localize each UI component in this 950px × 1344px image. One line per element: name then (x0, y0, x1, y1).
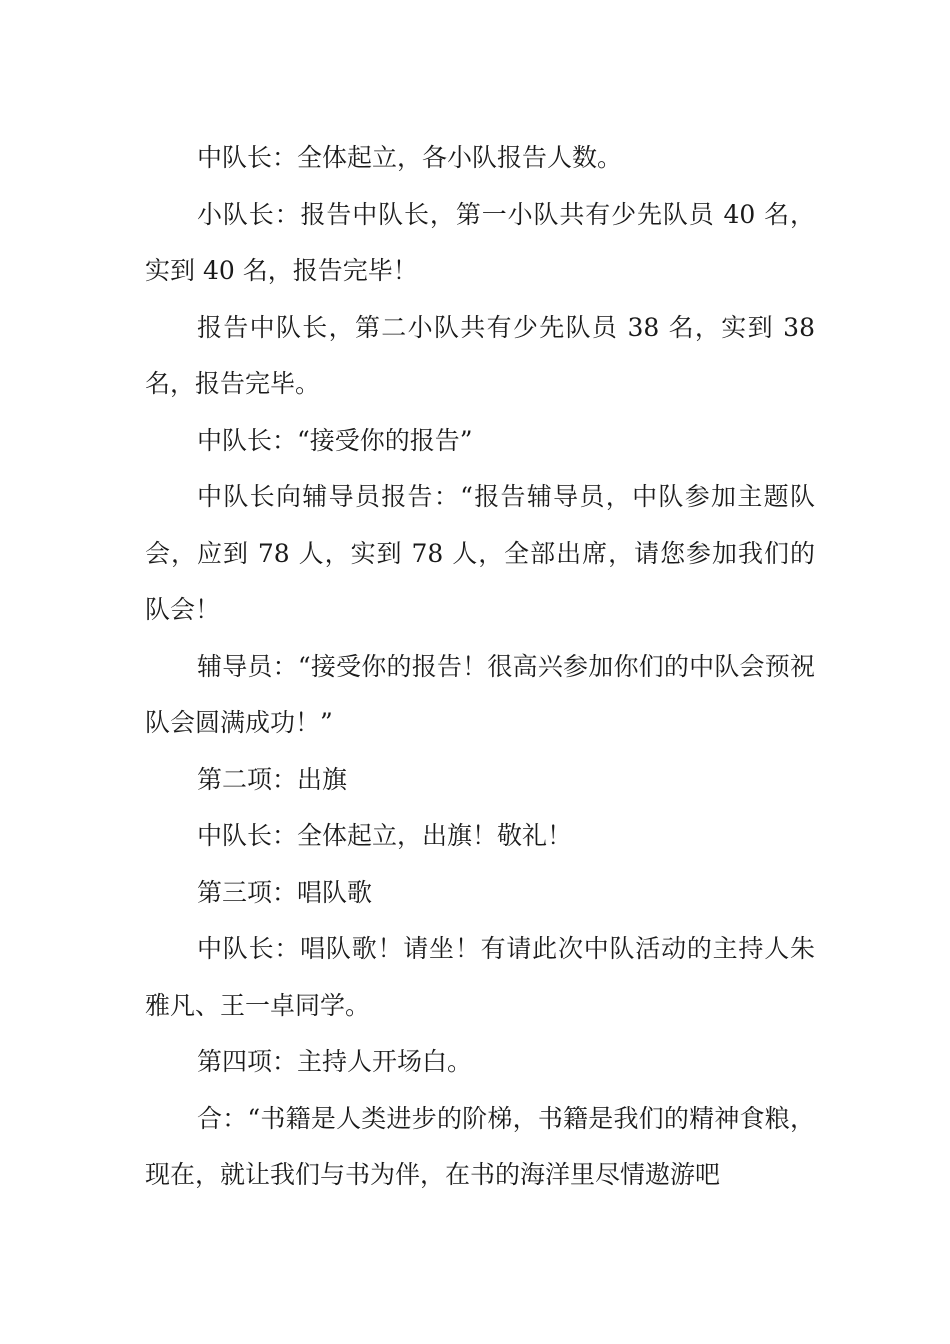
paragraph: 第四项：主持人开场白。 (197, 1047, 473, 1076)
paragraph: 中队长：“接受你的报告” (197, 425, 473, 455)
paragraph: 合：“书籍是人类进步的阶梯，书籍是我们的精神食粮，现在，就让我们与书为伴，在书的海洋里尽情遨游吧 (145, 1103, 815, 1189)
paragraph: 小队长：报告中队长，第一小队共有少先队员 40 名，实到 40 名，报告完毕！ (145, 199, 815, 285)
paragraph: 辅导员：“接受你的报告！很高兴参加你们的中队会预祝队会圆满成功！” (145, 651, 815, 737)
document-page (145, 130, 815, 1204)
paragraph: 中队长：全体起立，出旗！敬礼！ (197, 821, 573, 850)
paragraph: 中队长：唱队歌！请坐！有请此次中队活动的主持人朱雅凡、王一卓同学。 (145, 934, 815, 1020)
paragraph: 中队长：全体起立，各小队报告人数。 (197, 143, 623, 172)
paragraph: 第三项：唱队歌 (197, 877, 373, 907)
paragraph: 报告中队长，第二小队共有少先队员 38 名，实到 38 名，报告完毕。 (145, 312, 815, 398)
paragraph: 中队长向辅导员报告：“报告辅导员，中队参加主题队会，应到 78 人，实到 78 人，全部出席，请您参加我们的队会！ (145, 482, 815, 624)
paragraph: 第二项：出旗 (197, 764, 348, 794)
